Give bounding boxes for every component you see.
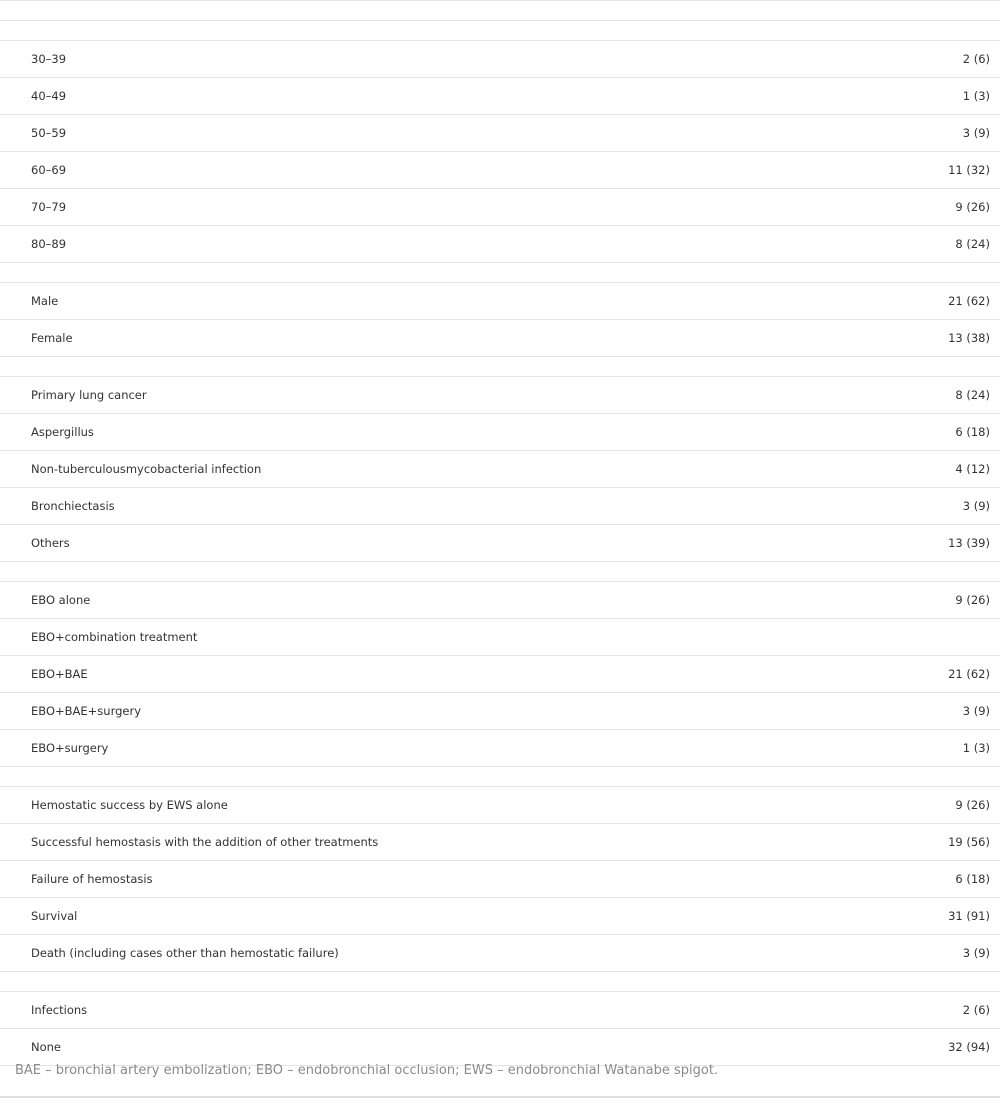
row-value: 3 (9): [962, 946, 990, 960]
table-row: [0, 1029, 1000, 1066]
table-row: [0, 152, 1000, 189]
table-body: [0, 21, 1000, 1066]
row-label: Female: [31, 331, 73, 345]
section-divider-row: [0, 767, 1000, 787]
table-row: [0, 451, 1000, 488]
row-label: Non-tuberculousmycobacterial infection: [31, 462, 262, 476]
table-row: [0, 861, 1000, 898]
row-value: 4 (12): [955, 462, 990, 476]
row-label: EBO+BAE+surgery: [31, 704, 142, 718]
row-label: 60–69: [31, 163, 67, 177]
table-row: [0, 787, 1000, 824]
table-row: [0, 226, 1000, 263]
section-divider-row: [0, 263, 1000, 283]
row-label: Others: [31, 536, 70, 550]
table-row: [0, 320, 1000, 357]
row-value: 19 (56): [948, 835, 990, 849]
table-row: [0, 525, 1000, 562]
row-value: 3 (9): [962, 704, 990, 718]
table-row: [0, 992, 1000, 1029]
row-value: 8 (24): [955, 237, 990, 251]
row-value: 21 (62): [948, 294, 990, 308]
row-value: 3 (9): [962, 499, 990, 513]
table-row: [0, 377, 1000, 414]
table-row: [0, 935, 1000, 972]
row-label: EBO+BAE: [31, 667, 88, 681]
table-row: [0, 656, 1000, 693]
row-value: 31 (91): [948, 909, 990, 923]
row-label: None: [31, 1040, 62, 1054]
table-header-spacer: [0, 1, 1000, 21]
row-label: Male: [31, 294, 59, 308]
row-value: 1 (3): [962, 741, 990, 755]
table-row: [0, 78, 1000, 115]
row-label: EBO+surgery: [31, 741, 109, 755]
row-label: Infections: [31, 1003, 88, 1017]
row-label: 40–49: [31, 89, 67, 103]
row-label: EBO alone: [31, 593, 91, 607]
row-label: Bronchiectasis: [31, 499, 115, 513]
table-row: [0, 115, 1000, 152]
row-value: 13 (39): [948, 536, 990, 550]
row-value: 1 (3): [962, 89, 990, 103]
row-value: 9 (26): [955, 798, 990, 812]
row-label: Successful hemostasis with the addition of other treatments: [31, 835, 379, 849]
row-value: 13 (38): [948, 331, 990, 345]
row-label: 70–79: [31, 200, 67, 214]
row-label: 80–89: [31, 237, 67, 251]
table-row: [0, 619, 1000, 656]
row-label: 30–39: [31, 52, 67, 66]
table-row: [0, 730, 1000, 767]
table-row: [0, 283, 1000, 320]
table-row: [0, 582, 1000, 619]
table-footnote: BAE – bronchial artery embolization; EBO – endobronchial occlusion; EWS – endobronchial Watanabe spigot.: [15, 1063, 719, 1078]
row-label: Survival: [31, 909, 78, 923]
table-row: [0, 824, 1000, 861]
table-row: [0, 414, 1000, 451]
row-label: 50–59: [31, 126, 67, 140]
row-value: 8 (24): [955, 388, 990, 402]
section-divider-row: [0, 972, 1000, 992]
section-divider-row: [0, 357, 1000, 377]
table-row: [0, 693, 1000, 730]
row-value: 2 (6): [962, 52, 990, 66]
row-value: 32 (94): [948, 1040, 990, 1054]
row-label: Aspergillus: [31, 425, 94, 439]
row-label: EBO+combination treatment: [31, 630, 198, 644]
row-value: 9 (26): [955, 200, 990, 214]
row-label: Failure of hemostasis: [31, 872, 153, 886]
row-value: 2 (6): [962, 1003, 990, 1017]
table-row: [0, 898, 1000, 935]
row-value: 11 (32): [948, 163, 990, 177]
table-row: [0, 488, 1000, 525]
row-label: Death (including cases other than hemostatic failure): [31, 946, 339, 960]
table-row: [0, 41, 1000, 78]
row-value: 3 (9): [962, 126, 990, 140]
table-row: [0, 189, 1000, 226]
row-value: 6 (18): [955, 872, 990, 886]
row-value: 6 (18): [955, 425, 990, 439]
row-label: Hemostatic success by EWS alone: [31, 798, 228, 812]
section-divider-row: [0, 21, 1000, 41]
row-label: Primary lung cancer: [31, 388, 147, 402]
row-value: 21 (62): [948, 667, 990, 681]
row-value: 9 (26): [955, 593, 990, 607]
section-divider-row: [0, 562, 1000, 582]
